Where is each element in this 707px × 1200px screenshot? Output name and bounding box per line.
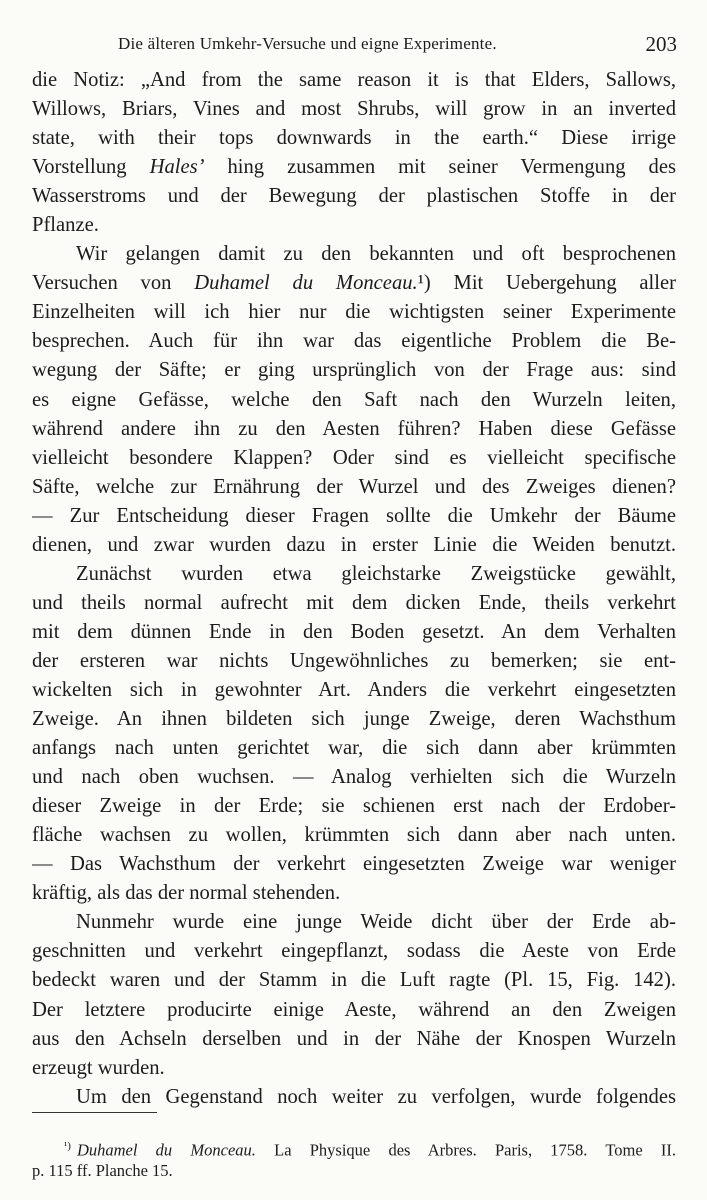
text-line: dienen, und zwar wurden dazu in erster Linie die Weiden benutzt. bbox=[32, 533, 676, 556]
text-line: Pflanze. bbox=[32, 214, 99, 237]
text-line: wickelten sich in gewohnter Art. Anders die verkehrt eingesetzten bbox=[32, 678, 676, 701]
footnote-rule bbox=[32, 1112, 157, 1113]
text-line: anfangs nach unten gerichtet war, die sich dann aber krümmten bbox=[32, 737, 676, 760]
text-line: bedeckt waren und der Stamm in die Luft ragte (Pl. 15, Fig. 142). bbox=[32, 969, 676, 992]
text-line: erzeugt wurden. bbox=[32, 1056, 165, 1079]
text-line: Wasserstroms und der Bewegung der plastischen Stoffe in der bbox=[32, 185, 676, 208]
footnote-citation: La Physique des Arbres. Paris, 1758. Tome II. bbox=[255, 1140, 676, 1160]
text-line bbox=[32, 153, 676, 182]
footnote-marker: ¹) bbox=[64, 1140, 71, 1152]
page-header bbox=[0, 30, 707, 62]
italic-name: Duhamel du Monceau. bbox=[194, 272, 418, 295]
text-line: state, with their tops downwards in the earth.“ Diese irrige bbox=[32, 127, 676, 150]
text-line: geschnitten und verkehrt eingepflanzt, sodass die Aeste von Erde bbox=[32, 940, 676, 963]
page-number: 203 bbox=[645, 32, 677, 56]
text-line: und theils normal aufrecht mit dem dicken Ende, theils verkehrt bbox=[32, 591, 676, 614]
text-line: Um den Gegenstand noch weiter zu verfolgen, wurde folgendes bbox=[76, 1085, 676, 1108]
text-line: Willows, Briars, Vines and most Shrubs, will grow in an inverted bbox=[32, 98, 676, 121]
text-segment: Versuchen von bbox=[32, 272, 195, 295]
text-line: es eigne Gefässe, welche den Saft nach den Wurzeln leiten, bbox=[32, 388, 676, 411]
text-line: Zunächst wurden etwa gleichstarke Zweigstücke gewählt, bbox=[76, 562, 676, 585]
text-line: aus den Achseln derselben und in der Nähe der Knospen Wurzeln bbox=[32, 1027, 676, 1050]
text-line: Nunmehr wurde eine junge Weide dicht über der Erde ab- bbox=[76, 911, 676, 934]
text-line: fläche wachsen zu wollen, krümmten sich dann aber nach unten. bbox=[32, 824, 676, 847]
italic-name: Hales’ bbox=[149, 156, 205, 179]
text-line: wegung der Säfte; er ging ursprünglich von der Frage aus: sind bbox=[32, 359, 676, 382]
text-line: Zweige. An ihnen bildeten sich junge Zweige, deren Wachsthum bbox=[32, 708, 676, 731]
text-line: und nach oben wuchsen. — Analog verhielten sich die Wurzeln bbox=[32, 766, 676, 789]
text-segment: Mit Uebergehung aller bbox=[430, 272, 676, 295]
text-line: vielleicht besondere Klappen? Oder sind es vielleicht specifische bbox=[32, 446, 676, 469]
text-line: Der letztere producirte einige Aeste, während an den Zweigen bbox=[32, 998, 676, 1021]
running-title: Die älteren Umkehr-Versuche und eigne Experimente. bbox=[118, 34, 497, 53]
text-line: dieser Zweige in der Erde; sie schienen erst nach der Erdober- bbox=[32, 795, 676, 818]
text-line: Säfte, welche zur Ernährung der Wurzel und des Zweiges dienen? bbox=[32, 475, 676, 498]
text-line: während andere ihn zu den Aesten führen? Haben diese Gefässe bbox=[32, 417, 676, 440]
text-line: kräftig, als das der normal stehenden. bbox=[32, 882, 341, 905]
text-line: die Notiz: „And from the same reason it is that Elders, Sallows, bbox=[32, 69, 676, 91]
body-text bbox=[32, 66, 676, 1112]
text-line: der ersteren war nichts Ungewöhnliches zu bemerken; sie ent- bbox=[32, 649, 676, 672]
text-segment: hing zusammen mit seiner Vermengung des bbox=[204, 156, 676, 179]
text-line: — Zur Entscheidung dieser Fragen sollte die Umkehr der Bäume bbox=[32, 504, 676, 527]
text-line bbox=[32, 269, 676, 298]
footnote-authors: Duhamel du Monceau. bbox=[76, 1140, 256, 1160]
text-line: — Das Wachsthum der verkehrt eingesetzten Zweige war weniger bbox=[32, 853, 676, 876]
footnote-ref: ¹) bbox=[417, 272, 431, 295]
text-segment: Vorstellung bbox=[32, 156, 150, 179]
footnote-continuation: p. 115 ff. Planche 15. bbox=[32, 1161, 173, 1180]
text-line: Einzelheiten will ich hier nur die wichtigsten seiner Experimente bbox=[32, 301, 676, 324]
text-line: besprechen. Auch für ihn war das eigentliche Problem die Be- bbox=[32, 330, 676, 353]
text-line: Wir gelangen damit zu den bekannten und oft besprochenen bbox=[76, 243, 676, 266]
text-line: mit dem dünnen Ende in den Boden gesetzt. An dem Verhalten bbox=[32, 620, 676, 643]
